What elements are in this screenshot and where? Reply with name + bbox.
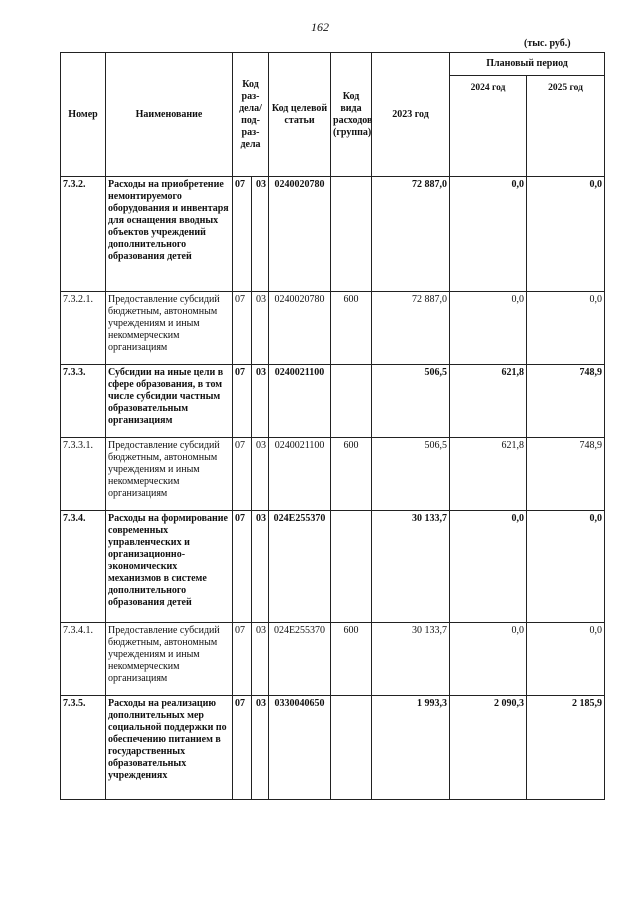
header-name: Наименование bbox=[106, 53, 233, 177]
row-amount-2024: 2 090,3 bbox=[450, 696, 527, 800]
table-row bbox=[61, 177, 605, 292]
row-amount-2023: 506,5 bbox=[372, 365, 450, 438]
row-name: Субсидии на иные цели в сфере образования, в том числе субсидии частным образовательным организациям bbox=[106, 365, 233, 438]
row-subsection: 03 bbox=[252, 696, 269, 800]
row-name: Расходы на формирование современных управленческих и организационно-экономических механизмов в системе дополнительного образования детей bbox=[106, 511, 233, 623]
row-amount-2023: 72 887,0 bbox=[372, 177, 450, 292]
row-subsection: 03 bbox=[252, 365, 269, 438]
row-number: 7.3.4.1. bbox=[61, 623, 106, 696]
row-section: 07 bbox=[233, 292, 252, 365]
row-expense-type: 600 bbox=[331, 292, 372, 365]
row-target-code: 0240021100 bbox=[269, 365, 331, 438]
table-row bbox=[61, 292, 605, 365]
row-section: 07 bbox=[233, 177, 252, 292]
row-expense-type bbox=[331, 365, 372, 438]
table-row bbox=[61, 511, 605, 623]
row-amount-2023: 506,5 bbox=[372, 438, 450, 511]
row-number: 7.3.4. bbox=[61, 511, 106, 623]
row-name: Предоставление субсидий бюджетным, автономным учреждениям и иным некоммерческим организациям bbox=[106, 292, 233, 365]
row-subsection: 03 bbox=[252, 623, 269, 696]
row-amount-2024: 621,8 bbox=[450, 365, 527, 438]
row-amount-2023: 1 993,3 bbox=[372, 696, 450, 800]
row-number: 7.3.2. bbox=[61, 177, 106, 292]
row-subsection: 03 bbox=[252, 438, 269, 511]
header-planning-period: Плановый период bbox=[450, 53, 605, 76]
row-amount-2023: 30 133,7 bbox=[372, 623, 450, 696]
table-row bbox=[61, 623, 605, 696]
row-amount-2024: 0,0 bbox=[450, 177, 527, 292]
header-year-2024: 2024 год bbox=[450, 76, 527, 177]
row-amount-2024: 621,8 bbox=[450, 438, 527, 511]
row-section: 07 bbox=[233, 623, 252, 696]
row-section: 07 bbox=[233, 696, 252, 800]
row-number: 7.3.3. bbox=[61, 365, 106, 438]
row-amount-2025: 2 185,9 bbox=[527, 696, 605, 800]
row-name: Расходы на реализацию дополнительных мер социальной поддержки по обеспечению питанием в государственных образовательных учреждениях bbox=[106, 696, 233, 800]
row-name: Предоставление субсидий бюджетным, автономным учреждениям и иным некоммерческим организациям bbox=[106, 438, 233, 511]
header-expense-type: Код вида расходов (группа) bbox=[331, 53, 372, 177]
row-amount-2025: 0,0 bbox=[527, 623, 605, 696]
row-amount-2024: 0,0 bbox=[450, 623, 527, 696]
row-amount-2023: 72 887,0 bbox=[372, 292, 450, 365]
row-section: 07 bbox=[233, 365, 252, 438]
row-target-code: 0330040650 bbox=[269, 696, 331, 800]
row-target-code: 0240020780 bbox=[269, 292, 331, 365]
row-number: 7.3.3.1. bbox=[61, 438, 106, 511]
row-amount-2025: 0,0 bbox=[527, 177, 605, 292]
row-subsection: 03 bbox=[252, 511, 269, 623]
row-target-code: 0240020780 bbox=[269, 177, 331, 292]
row-number: 7.3.2.1. bbox=[61, 292, 106, 365]
table-row bbox=[61, 696, 605, 800]
row-name: Расходы на приобретение немонтируемого оборудования и инвентаря для оснащения вводных объектов учреждений дополнительного образования детей bbox=[106, 177, 233, 292]
row-target-code: 024E255370 bbox=[269, 511, 331, 623]
header-target-code: Код целевой статьи bbox=[269, 53, 331, 177]
row-expense-type: 600 bbox=[331, 438, 372, 511]
row-name: Предоставление субсидий бюджетным, автономным учреждениям и иным некоммерческим организациям bbox=[106, 623, 233, 696]
row-target-code: 0240021100 bbox=[269, 438, 331, 511]
row-amount-2025: 748,9 bbox=[527, 438, 605, 511]
row-section: 07 bbox=[233, 511, 252, 623]
row-subsection: 03 bbox=[252, 292, 269, 365]
header-year-2023: 2023 год bbox=[372, 53, 450, 177]
header-year-2025: 2025 год bbox=[527, 76, 605, 177]
budget-table bbox=[60, 52, 605, 800]
row-number: 7.3.5. bbox=[61, 696, 106, 800]
row-amount-2025: 0,0 bbox=[527, 292, 605, 365]
row-amount-2023: 30 133,7 bbox=[372, 511, 450, 623]
page-number: 162 bbox=[311, 20, 329, 34]
row-section: 07 bbox=[233, 438, 252, 511]
row-expense-type bbox=[331, 511, 372, 623]
header-section-code: Код раз-дела/ под-раз-дела bbox=[233, 53, 269, 177]
row-expense-type bbox=[331, 696, 372, 800]
row-expense-type bbox=[331, 177, 372, 292]
units-label: (тыс. руб.) bbox=[524, 38, 571, 49]
row-subsection: 03 bbox=[252, 177, 269, 292]
table-body bbox=[61, 177, 605, 800]
row-amount-2025: 748,9 bbox=[527, 365, 605, 438]
row-target-code: 024E255370 bbox=[269, 623, 331, 696]
row-amount-2025: 0,0 bbox=[527, 511, 605, 623]
table-row bbox=[61, 438, 605, 511]
header-number: Номер bbox=[61, 53, 106, 177]
row-amount-2024: 0,0 bbox=[450, 292, 527, 365]
row-expense-type: 600 bbox=[331, 623, 372, 696]
row-amount-2024: 0,0 bbox=[450, 511, 527, 623]
table-row bbox=[61, 365, 605, 438]
